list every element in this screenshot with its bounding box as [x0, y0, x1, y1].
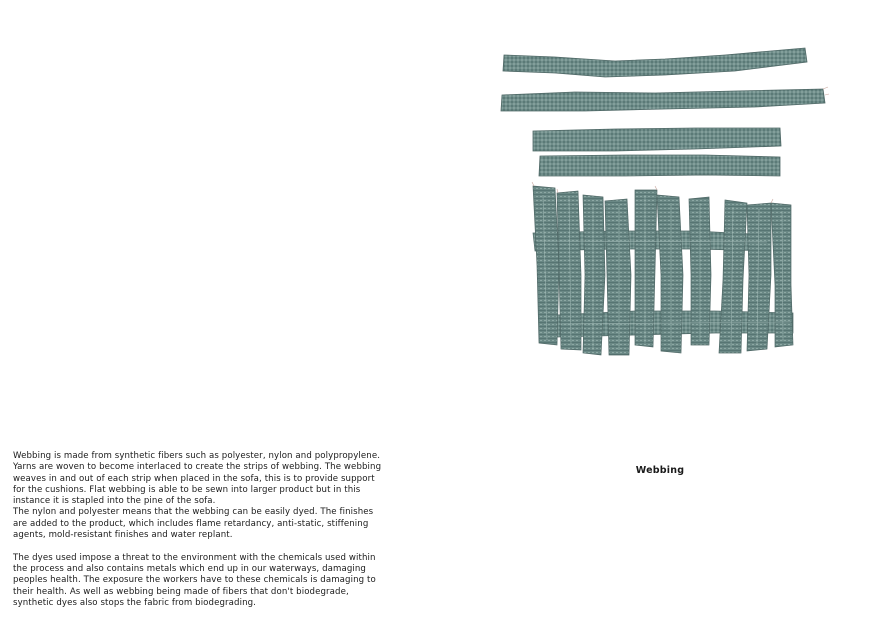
paragraph-1: Webbing is made from synthetic fibers such as polyester, nylon and polypropylene. Yarns are woven to become interlaced to create the strips of webbing. The webbing weaves in and out of each strip when placed in the sofa, this is to provide support for the cushions. Flat webbing is able to be sewn into larger product but in this instance it is stapled into the pine of the sofa.	[13, 451, 382, 507]
paragraph-3: The dyes used impose a threat to the environment with the chemicals used within the process and also contains metals which end up in our waterways, damaging peoples health. The exposure the workers have to these chemicals is damaging to their health. As well as webbing being made of fibers that don't biodegrade, synthetic dyes also stops the fabric from biodegrading.	[13, 552, 376, 608]
webbing-illustration	[495, 45, 835, 365]
paragraph-gap	[13, 541, 385, 552]
woven-lattice	[532, 87, 829, 355]
description-text	[13, 451, 385, 609]
webbing-photo	[495, 45, 835, 365]
figure-caption: Webbing	[635, 465, 685, 476]
strap-2	[501, 89, 825, 111]
strap-1	[503, 48, 807, 77]
horizontal-straps	[501, 48, 825, 176]
strap-3	[533, 128, 781, 151]
strap-4	[539, 155, 780, 176]
paragraph-2: The nylon and polyester means that the webbing can be easily dyed. The finishes are added to the product, which includes flame retardancy, anti-static, stiffening agents, mold-resistant finishes and water replant.	[13, 507, 374, 541]
